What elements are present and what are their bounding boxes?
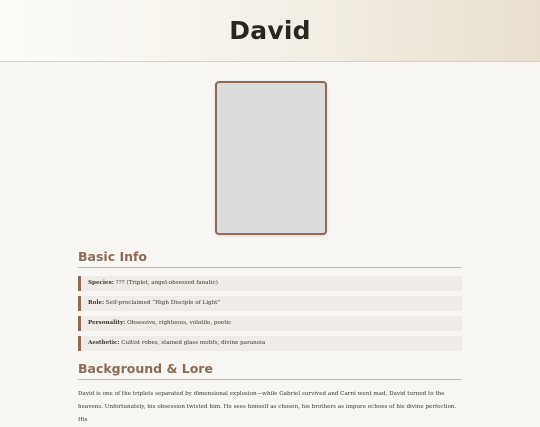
basic-info-section [78, 249, 462, 356]
background-lore-heading: Background & Lore [78, 361, 462, 380]
background-lore-text: David is one of the triplets separated by dimensional explosion—while Gabriel survived and Carni went mad, David turned to the heavens. Unfortunately, his obsession twisted him. He sees himself as chosen, his brothers as impure echoes of his divine perfection. His [78, 391, 457, 423]
info-label: Species: [88, 280, 114, 286]
info-item-aesthetic [78, 336, 462, 351]
info-item-species [78, 276, 462, 291]
basic-info-heading: Basic Info [78, 249, 462, 268]
character-portrait [215, 81, 327, 235]
info-value: Cultist robes, stained glass motifs, divine paranoia [121, 340, 266, 346]
info-value: ??? (Triplet, angel-obsessed fanatic) [115, 280, 218, 286]
info-item-role [78, 296, 462, 311]
info-item-personality [78, 316, 462, 331]
info-label: Role: [88, 300, 105, 306]
info-value: Self-proclaimed “High Disciple of Light” [105, 300, 221, 306]
info-value: Obsessive, righteous, volatile, poetic [127, 320, 232, 326]
info-label: Personality: [88, 320, 126, 326]
info-label: Aesthetic: [88, 340, 120, 346]
page-header [0, 0, 540, 62]
background-lore-section [78, 361, 462, 427]
basic-info-list [78, 276, 462, 351]
page-title: David [229, 16, 311, 45]
